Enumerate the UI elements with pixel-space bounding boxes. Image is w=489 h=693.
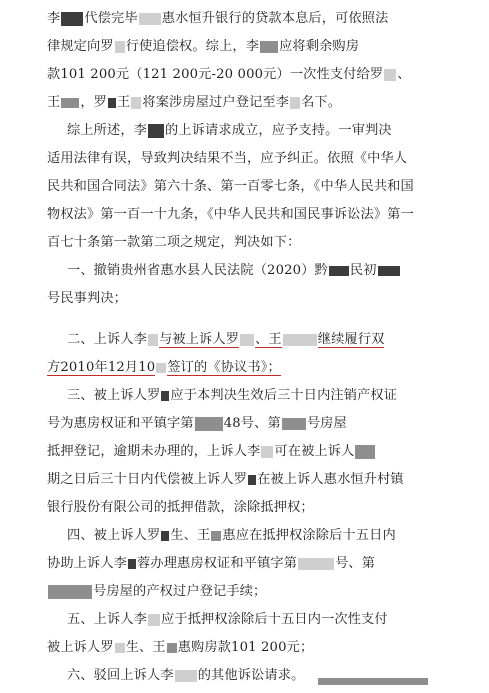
text-fragment: 号民事判决； <box>47 291 128 306</box>
redaction-mark <box>61 98 79 108</box>
redaction-mark <box>128 559 136 569</box>
text-fragment: 的上诉请求成立，应予支持。一审判决 <box>165 123 392 138</box>
text-fragment: 签订的《协议书》； <box>167 360 281 375</box>
text-fragment: 王 <box>47 95 61 110</box>
text-fragment: 期之日后三十日内代偿被上诉人罗 <box>47 472 248 487</box>
text-fragment: 、王 <box>255 332 282 347</box>
text-fragment: 三、被上诉人罗 <box>67 388 161 403</box>
text-fragment: 将案涉房屋过户登记至李 <box>142 95 290 110</box>
text-fragment: 可在被上诉人 <box>274 444 355 459</box>
text-fragment: 应将剩余购房 <box>279 39 360 54</box>
redaction-mark <box>240 334 254 346</box>
redaction-mark <box>161 531 169 541</box>
text-fragment: 六、驳回上诉人李 <box>67 668 174 683</box>
text-fragment: 被上诉人罗 <box>47 640 114 655</box>
text-fragment: 应于本判决生效后三十日内注销产权证 <box>170 388 398 403</box>
redaction-mark <box>167 643 177 653</box>
paragraph-line <box>67 122 392 140</box>
paragraph-line <box>47 639 313 657</box>
paragraph-line <box>47 178 414 196</box>
paragraph-line <box>47 471 404 489</box>
text-fragment: 物权法》第一百一十九条，《中华人民共和国民事诉讼法》第一 <box>47 207 414 222</box>
redaction-mark <box>131 97 141 109</box>
paragraph-line <box>67 527 396 545</box>
text-fragment: 惠购房款101 200元； <box>177 640 314 655</box>
paragraph-line <box>47 359 281 377</box>
text-fragment: 民初 <box>349 263 377 278</box>
text-fragment: 号、第 <box>335 556 376 571</box>
text-fragment: 适用法律有误，导致判决结果不当，应予纠正。依照《中华人 <box>47 151 408 166</box>
paragraph-line <box>47 290 127 308</box>
paragraph-line <box>67 611 388 629</box>
redaction-mark <box>148 614 160 626</box>
text-fragment: 五、上诉人李 <box>67 612 148 627</box>
redaction-mark <box>195 417 223 431</box>
paragraph-line <box>47 10 388 28</box>
paragraph-line <box>67 262 401 280</box>
text-fragment: 王 <box>117 95 131 110</box>
text-fragment: 继续履行双 <box>317 332 385 347</box>
paragraph-line <box>67 387 397 405</box>
redaction-mark <box>355 445 375 459</box>
text-fragment: 银行股份有限公司的抵押借款，涂除抵押权； <box>47 500 314 515</box>
text-fragment: 方2010年12月10 <box>47 360 156 375</box>
paragraph-line <box>47 555 375 573</box>
text-fragment: 48号、第 <box>223 416 281 431</box>
redaction-mark <box>260 41 278 53</box>
text-fragment: 代偿完毕 <box>84 11 138 26</box>
text-fragment: 民共和国合同法》第六十条、第一百零七条，《中华人民共和国 <box>47 179 414 194</box>
redaction-mark <box>61 12 83 26</box>
text-fragment: 行使追偿权。综上，李 <box>125 39 260 54</box>
redaction-mark <box>156 363 166 373</box>
text-fragment: 号房屋 <box>306 416 347 431</box>
text-fragment: 四、被上诉人罗 <box>67 528 161 543</box>
text-fragment: 蓉办理惠房权证和平镇字第 <box>137 556 298 571</box>
redaction-mark <box>175 670 197 682</box>
text-fragment: 百七十条第一款第二项之规定，判决如下： <box>47 235 301 250</box>
paragraph-line <box>47 66 411 84</box>
text-fragment: 、 <box>397 67 411 82</box>
text-fragment: 惠水恒升银行的贷款本息后，可依照法 <box>161 11 389 26</box>
redaction-mark <box>318 678 428 685</box>
redaction-mark <box>298 558 334 570</box>
text-fragment: 在被上诉人惠水恒升村镇 <box>257 472 404 487</box>
redaction-mark <box>290 97 300 109</box>
paragraph-line <box>47 206 414 224</box>
text-fragment: 律规定向罗 <box>47 39 114 54</box>
paragraph-line <box>47 415 347 433</box>
paragraph-line <box>47 38 359 56</box>
text-fragment: 号为惠房权证和平镇字第 <box>47 416 194 431</box>
text-fragment: 惠应在抵押权涂除后十五日内 <box>222 528 396 543</box>
text-fragment: 号房屋的产权过户登记手续； <box>93 584 267 599</box>
paragraph-line <box>47 234 300 252</box>
redaction-mark <box>115 643 125 653</box>
text-fragment: 与被上诉人罗 <box>159 332 240 347</box>
paragraph-line <box>47 499 314 517</box>
text-fragment: 生、王 <box>125 640 166 655</box>
redaction-mark <box>139 13 161 25</box>
text-fragment: 抵押登记，逾期未办理的，上诉人李 <box>47 444 261 459</box>
paragraph-line <box>47 150 407 168</box>
text-fragment: 生、王 <box>170 528 211 543</box>
text-fragment: 一、撤销贵州省惠水县人民法院（2020）黔 <box>67 263 328 278</box>
redaction-mark <box>148 334 158 346</box>
paragraph-line <box>47 94 341 112</box>
text-fragment: 款101 200元（121 200元-20 000元）一次性支付给罗 <box>47 67 384 82</box>
redaction-mark <box>108 98 116 108</box>
redaction-mark <box>148 124 164 138</box>
paragraph-line <box>47 443 376 461</box>
text-fragment: 二、上诉人李 <box>67 332 148 347</box>
paragraph-line <box>47 583 266 601</box>
redaction-mark <box>211 531 221 541</box>
text-fragment: 的其他诉讼请求。 <box>197 668 305 683</box>
redaction-mark <box>48 585 92 599</box>
redaction-mark <box>161 391 169 401</box>
redaction-mark <box>115 41 125 53</box>
redaction-mark <box>283 334 317 346</box>
redaction-mark <box>329 266 349 276</box>
paragraph-line <box>67 331 384 349</box>
text-fragment: 协助上诉人李 <box>47 556 128 571</box>
text-fragment: 综上所述，李 <box>67 123 148 138</box>
text-fragment: 名下。 <box>301 95 342 110</box>
redaction-mark <box>378 266 400 276</box>
redaction-mark <box>384 69 396 81</box>
redaction-mark <box>261 446 273 458</box>
redaction-mark <box>248 475 256 485</box>
text-fragment: 李 <box>47 11 61 26</box>
text-fragment: 应于抵押权涂除后十五日内一次性支付 <box>161 612 388 627</box>
paragraph-line <box>67 667 304 685</box>
redaction-mark <box>282 418 306 430</box>
text-fragment: ，罗 <box>80 95 108 110</box>
